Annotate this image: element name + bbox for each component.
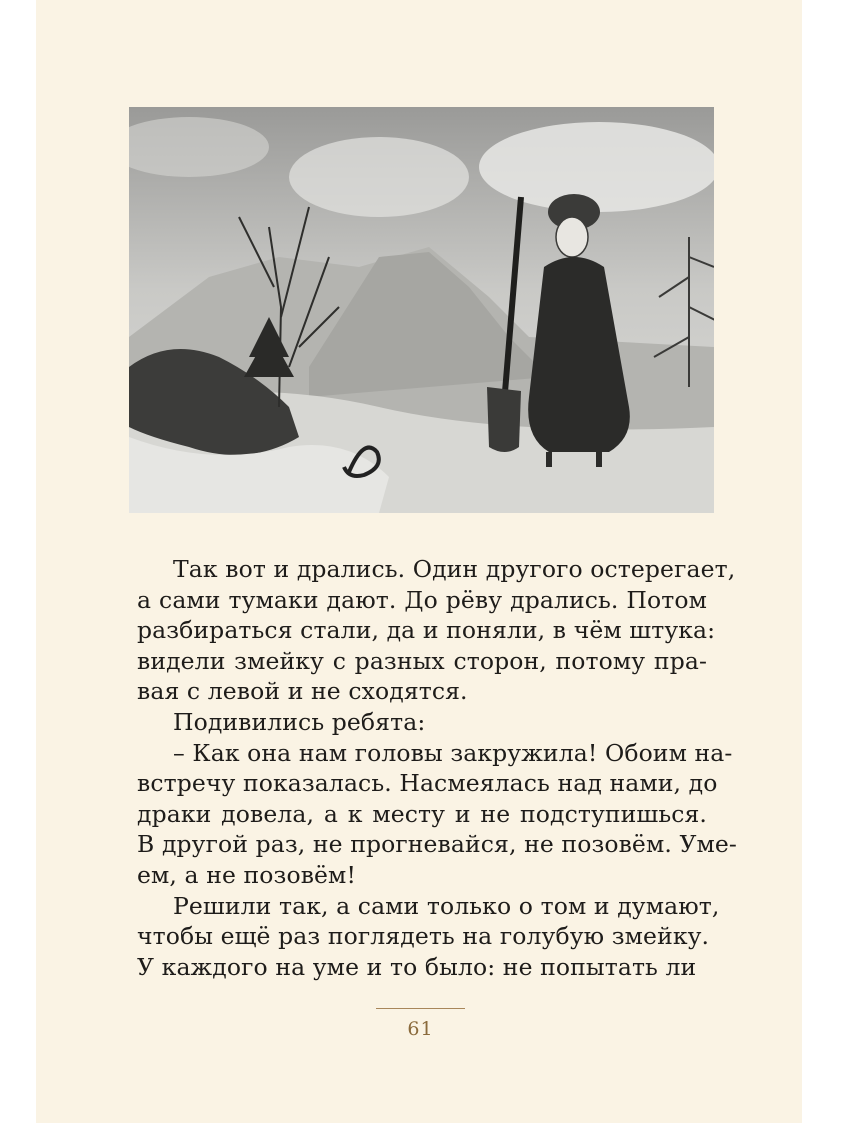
text-line: ем, а не позовём!: [137, 860, 356, 889]
body-text: [137, 554, 737, 982]
text-line: – Как она нам головы закружила! Обоим на-: [173, 738, 733, 767]
text-line: В другой раз, не прогневайся, не позовём. Уме-: [137, 830, 737, 859]
illustration: [129, 107, 714, 513]
text-line: вая с левой и не сходятся.: [137, 677, 468, 706]
paragraph: [137, 738, 737, 891]
paragraph: [137, 554, 736, 707]
text-line: встречу показалась. Насмеялась над нами, до: [137, 769, 718, 798]
page-number: 61: [407, 1018, 434, 1040]
footer-rule: [376, 1008, 465, 1009]
text-line: драки довела, а к месту и не подступишься.: [137, 799, 707, 828]
paragraph: [137, 707, 707, 738]
text-line: чтобы ещё раз поглядеть на голубую змейку.: [137, 922, 710, 951]
text-line: У каждого на уме и то было: не попытать ли: [137, 952, 697, 981]
text-line: Подивились ребята:: [173, 707, 426, 736]
paragraph: [137, 891, 720, 983]
text-line: Так вот и дрались. Один другого остерегает,: [173, 555, 736, 583]
text-line: разбираться стали, да и поняли, в чём штука:: [137, 616, 716, 645]
text-line: а сами тумаки дают. До рёву дрались. Потом: [137, 585, 707, 614]
boy-with-shovel-illustration: [129, 107, 714, 513]
text-line: видели змейку с разных сторон, потому пра-: [137, 646, 707, 675]
text-line: Решили так, а сами только о том и думают,: [173, 891, 720, 920]
